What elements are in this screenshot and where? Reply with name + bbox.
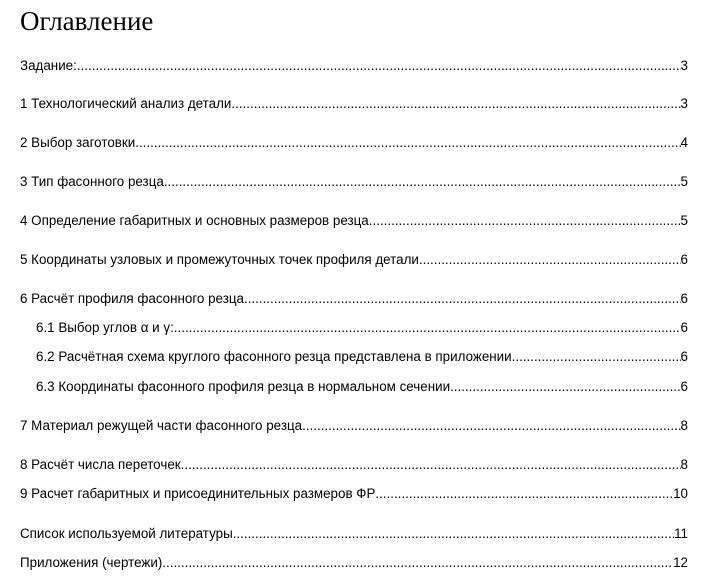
toc-entry-label: 6 Расчёт профиля фасонного резца bbox=[20, 291, 244, 306]
toc-title: Оглавление bbox=[20, 6, 154, 36]
toc-entry-1[interactable] bbox=[20, 94, 688, 114]
toc-entry-label: Список используемой литературы bbox=[20, 526, 233, 541]
toc-page-number: 3 bbox=[680, 96, 688, 111]
toc-dot-leader bbox=[233, 524, 674, 544]
toc-entry-label: 7 Материал режущей части фасонного резца. bbox=[20, 418, 306, 433]
toc-entry-9[interactable] bbox=[20, 484, 688, 504]
toc-dot-leader bbox=[375, 484, 673, 504]
toc-dot-leader bbox=[77, 56, 681, 76]
toc-dot-leader bbox=[306, 416, 681, 436]
toc-entry-5[interactable] bbox=[20, 250, 688, 270]
toc-entry-appendices[interactable] bbox=[20, 553, 688, 573]
toc-dot-leader bbox=[419, 250, 681, 270]
toc-dot-leader bbox=[231, 94, 680, 114]
toc-entry-3[interactable] bbox=[20, 172, 688, 192]
toc-entry-label: 2 Выбор заготовки bbox=[20, 135, 136, 150]
toc-entry-label: 3 Тип фасонного резца bbox=[20, 174, 164, 189]
toc-page-number: 3 bbox=[680, 58, 688, 73]
toc-entry-6-1[interactable] bbox=[36, 318, 688, 338]
toc-entry-references[interactable] bbox=[20, 524, 688, 544]
toc-entry-label: Приложения (чертежи) bbox=[20, 555, 163, 570]
toc-page-number: 11 bbox=[674, 526, 688, 541]
toc-page-number: 10 bbox=[673, 486, 688, 501]
toc-page-number: 6 bbox=[680, 252, 688, 267]
toc-page-number: 4 bbox=[680, 135, 688, 150]
toc-dot-leader bbox=[135, 133, 680, 153]
toc-dot-leader bbox=[162, 553, 673, 573]
toc-entry-label: 4 Определение габаритных и основных размеров резца bbox=[20, 213, 369, 228]
toc-dot-leader bbox=[164, 172, 681, 192]
toc-dot-leader bbox=[174, 318, 681, 338]
toc-entry-label: 6.2 Расчётная схема круглого фасонного резца представлена в приложении bbox=[36, 349, 512, 364]
toc-entry-label: Задание: bbox=[20, 58, 77, 73]
toc-entry-label: 6.1 Выбор углов α и γ: bbox=[36, 320, 174, 335]
toc-entry-6[interactable] bbox=[20, 289, 688, 309]
toc-entry-6-2[interactable] bbox=[36, 347, 688, 367]
toc-entry-4[interactable] bbox=[20, 211, 688, 231]
toc-page-number: 8 bbox=[680, 418, 688, 433]
toc-page-number: 8 bbox=[680, 457, 688, 472]
toc-entry-label: 9 Расчет габаритных и присоединительных размеров ФР bbox=[20, 486, 376, 501]
toc-entry-7[interactable] bbox=[20, 416, 688, 436]
toc-page-number: 6 bbox=[680, 291, 688, 306]
toc-dot-leader bbox=[244, 289, 681, 309]
toc-entry-label: 1 Технологический анализ детали bbox=[20, 96, 232, 111]
toc-page-number: 6 bbox=[680, 379, 688, 394]
toc-page-number: 6 bbox=[680, 349, 688, 364]
toc-entry-2[interactable] bbox=[20, 133, 688, 153]
toc-dot-leader bbox=[450, 377, 680, 397]
toc-page-number: 12 bbox=[673, 555, 688, 570]
toc-entry-label: 5 Координаты узловых и промежуточных точек профиля детали bbox=[20, 252, 419, 267]
toc-dot-leader bbox=[369, 211, 681, 231]
toc-entry-assignment[interactable] bbox=[20, 56, 688, 76]
toc-dot-leader bbox=[512, 347, 681, 367]
toc-dot-leader bbox=[181, 455, 681, 475]
toc-page-number: 5 bbox=[680, 174, 688, 189]
toc-entry-6-3[interactable] bbox=[36, 377, 688, 397]
toc-entry-8[interactable] bbox=[20, 455, 688, 475]
toc-entry-label: 8 Расчёт числа переточек bbox=[20, 457, 181, 472]
toc-page-number: 5 bbox=[680, 213, 688, 228]
toc-page-number: 6 bbox=[680, 320, 688, 335]
toc-entry-label: 6.3 Координаты фасонного профиля резца в нормальном сечении bbox=[36, 379, 451, 394]
